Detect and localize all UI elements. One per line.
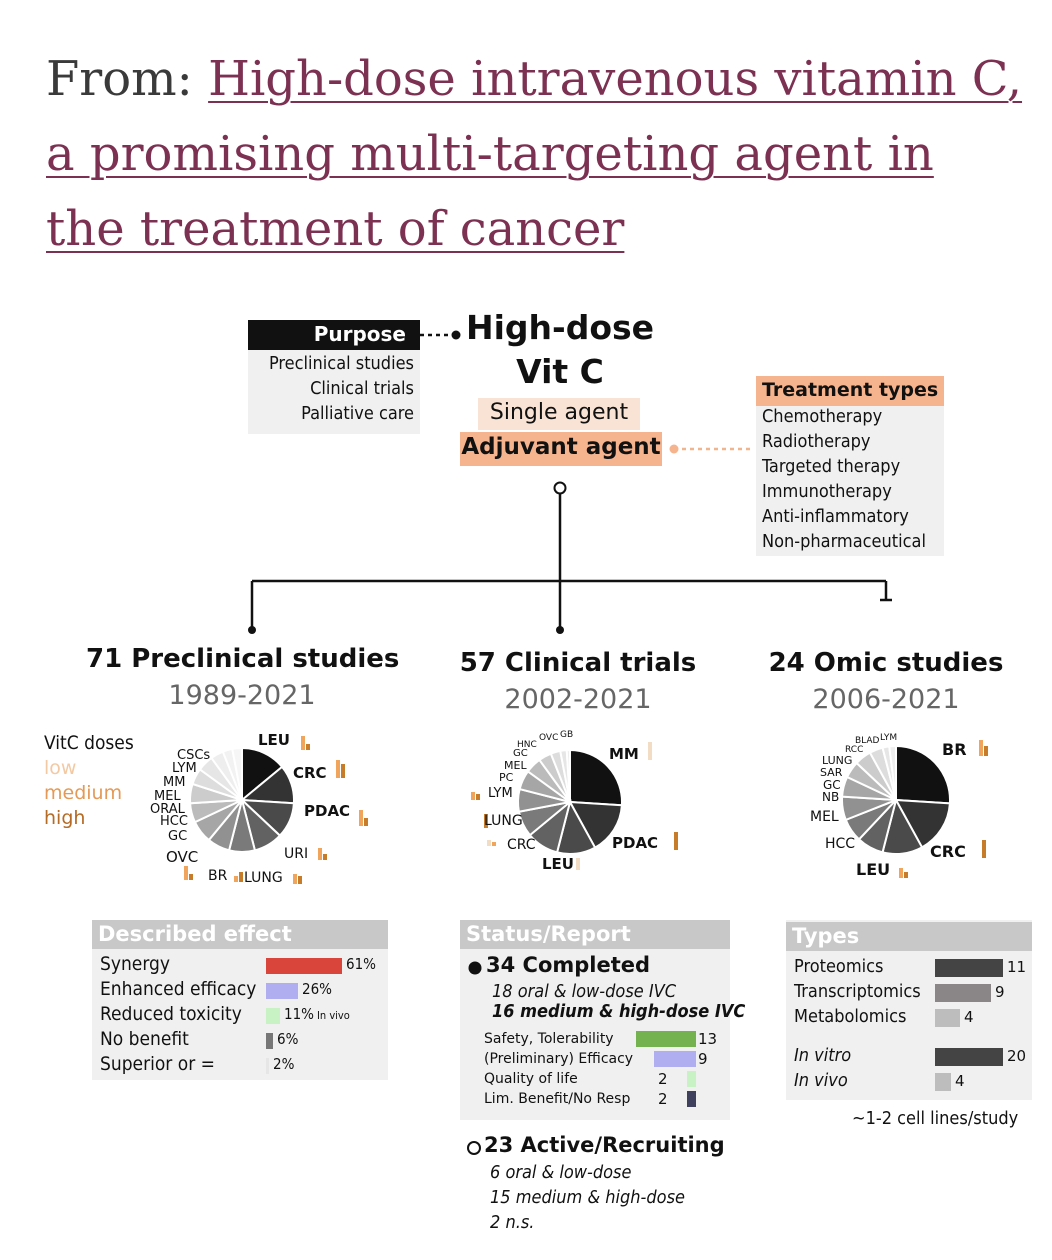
branch-node bbox=[555, 483, 566, 494]
pie-label: URI bbox=[284, 846, 309, 862]
pie-label: HCC bbox=[825, 836, 856, 852]
dose-bars-crc bbox=[336, 760, 340, 778]
status-row-value: 2 bbox=[658, 1090, 668, 1108]
single-agent: Single agent bbox=[489, 400, 629, 425]
dose-bars-lym-c bbox=[476, 794, 480, 800]
active-count: 23 Active/Recruiting bbox=[484, 1133, 725, 1157]
doses-legend-title: VitC doses bbox=[44, 732, 134, 754]
completed-sub1: 18 oral & low-dose IVC bbox=[492, 981, 677, 1002]
branch-center-dot bbox=[556, 626, 564, 634]
pie-label: MEL bbox=[504, 759, 527, 772]
column-years-omic: 2006-2021 bbox=[812, 684, 960, 715]
active-sub1: 6 oral & low-dose bbox=[490, 1162, 632, 1183]
dose-bars-leu-c bbox=[576, 858, 580, 870]
pie-label: LUNG bbox=[822, 754, 853, 767]
treatment-type-item: Radiotherapy bbox=[762, 431, 871, 452]
completed-sub2: 16 medium & high-dose IVC bbox=[492, 1001, 746, 1022]
pie-label: CRC bbox=[930, 842, 966, 861]
effect-bar bbox=[266, 1033, 273, 1049]
dose-bars-ovc bbox=[189, 874, 193, 880]
doses-legend-high: high bbox=[44, 807, 86, 829]
effect-bar bbox=[266, 958, 342, 974]
status-row-name: Safety, Tolerability bbox=[484, 1031, 614, 1047]
types-bar bbox=[935, 1048, 1003, 1066]
pie-label: MM bbox=[609, 745, 639, 763]
active-sub3: 2 n.s. bbox=[490, 1212, 535, 1233]
types-row-name: Metabolomics bbox=[794, 1006, 907, 1027]
pie-label: PDAC bbox=[304, 802, 351, 820]
article-link[interactable]: High-dose intravenous vitamin C, a promising multi-targeting agent in the treatment of cancer bbox=[46, 51, 1023, 257]
status-report-label: Status/Report bbox=[466, 922, 631, 946]
purpose-item: Clinical trials bbox=[310, 378, 414, 399]
status-bar bbox=[687, 1071, 696, 1087]
dose-bars-leu-o bbox=[904, 872, 908, 878]
dose-bars-ovc bbox=[184, 866, 188, 880]
column-title-preclinical: 71 Preclinical studies bbox=[86, 644, 400, 674]
types-row-value: 11 bbox=[1007, 958, 1027, 976]
dose-bars-br-o bbox=[984, 746, 988, 756]
dose-bars-crc bbox=[341, 764, 345, 778]
types-row-value: 4 bbox=[964, 1008, 974, 1026]
pie-label: SAR bbox=[820, 766, 843, 779]
purpose-item: Preclinical studies bbox=[268, 353, 414, 374]
effect-name: Synergy bbox=[100, 953, 170, 975]
dose-bars-pdac bbox=[364, 818, 368, 826]
treatment-types-label: Treatment types bbox=[762, 379, 939, 401]
doses-legend-low: low bbox=[44, 757, 77, 779]
column-years-preclinical: 1989-2021 bbox=[168, 680, 316, 711]
adjuvant-agent: Adjuvant agent bbox=[461, 434, 661, 460]
pie-label: HNC bbox=[517, 740, 537, 750]
types-row-value: 9 bbox=[995, 983, 1005, 1001]
column-years-clinical: 2002-2021 bbox=[504, 684, 652, 715]
treatment-type-item: Non-pharmaceutical bbox=[762, 531, 926, 552]
pie-label: BLAD bbox=[855, 736, 880, 746]
completed-bullet-icon bbox=[467, 960, 483, 976]
status-row-value: 2 bbox=[658, 1070, 668, 1088]
status-row-name: (Preliminary) Efficacy bbox=[484, 1051, 634, 1067]
dose-bars-crc-c bbox=[492, 842, 496, 846]
status-bar bbox=[687, 1091, 696, 1107]
effect-name: Enhanced efficacy bbox=[100, 978, 257, 1000]
effect-name: Reduced toxicity bbox=[100, 1003, 242, 1025]
effect-bar bbox=[266, 1008, 280, 1024]
status-bar bbox=[636, 1031, 696, 1047]
pie-label: OVC bbox=[166, 848, 199, 866]
effect-name: Superior or = bbox=[100, 1053, 215, 1075]
purpose-label: Purpose bbox=[313, 322, 406, 346]
completed-count: 34 Completed bbox=[486, 953, 651, 977]
types-row-name: Proteomics bbox=[794, 956, 884, 977]
pie-label: HCC bbox=[160, 814, 188, 829]
effect-value-text: 61% bbox=[346, 955, 376, 973]
pie-label: CRC bbox=[507, 837, 536, 853]
dose-bars-pdac-c bbox=[674, 832, 678, 850]
dose-bars-lung bbox=[298, 876, 302, 884]
types-bar bbox=[935, 1073, 951, 1091]
types-header bbox=[786, 922, 1032, 951]
dose-bars-pdac bbox=[359, 810, 363, 826]
effect-bar bbox=[266, 983, 298, 999]
dose-bars-leu-o bbox=[899, 868, 903, 878]
dose-bars-lym-c bbox=[471, 792, 475, 800]
effect-value-text: 6% bbox=[277, 1030, 299, 1048]
types-bar bbox=[935, 959, 1003, 977]
dose-bars-lung bbox=[293, 874, 297, 884]
pie-label: GB bbox=[560, 730, 574, 740]
types-row-value: 20 bbox=[1007, 1047, 1027, 1065]
pie-label: PDAC bbox=[612, 834, 659, 852]
column-title-clinical: 57 Clinical trials bbox=[459, 648, 697, 678]
effect-value bbox=[302, 980, 332, 998]
pie-label: LUNG bbox=[484, 813, 523, 829]
dose-bars-uri bbox=[318, 848, 322, 860]
active-sub2: 15 medium & high-dose bbox=[490, 1187, 685, 1208]
types-row-name: In vitro bbox=[794, 1045, 852, 1066]
status-row-name: Quality of life bbox=[484, 1071, 578, 1087]
center-title-line1: High-dose bbox=[465, 308, 655, 347]
effect-value-text: 26% bbox=[302, 980, 332, 998]
status-row-value: 13 bbox=[698, 1030, 718, 1048]
effect-value-text: 11% bbox=[284, 1005, 314, 1023]
types-footnote: ~1-2 cell lines/study bbox=[852, 1108, 1019, 1129]
pie-label: GC bbox=[513, 748, 528, 759]
described-effect-label: Described effect bbox=[98, 922, 292, 946]
effect-value bbox=[346, 955, 376, 973]
effect-value-text: 2% bbox=[273, 1055, 295, 1073]
dose-bars-br-o bbox=[979, 740, 983, 756]
dose-bars-leu bbox=[306, 744, 310, 750]
types-row-value: 4 bbox=[955, 1072, 965, 1090]
dose-bars-br bbox=[239, 872, 243, 882]
pie-label: GC bbox=[168, 829, 188, 844]
pie-label: ORAL bbox=[150, 802, 185, 817]
dose-bars-crc-c bbox=[487, 840, 491, 846]
doses-legend-medium: medium bbox=[44, 782, 123, 804]
pie-label: LYM bbox=[488, 786, 513, 801]
effect-note: In vivo bbox=[317, 1009, 350, 1022]
purpose-item: Palliative care bbox=[301, 403, 414, 424]
pie-label: LYM bbox=[172, 761, 197, 776]
pie-label: MM bbox=[163, 775, 186, 790]
pie-label: LYM bbox=[880, 733, 898, 743]
pie-label: CRC bbox=[293, 764, 327, 782]
pie-label: CSCs bbox=[177, 748, 211, 763]
pie-label: OVC bbox=[539, 733, 559, 743]
pie-label: MEL bbox=[154, 789, 181, 804]
effect-name: No benefit bbox=[100, 1028, 189, 1050]
pie-label: BR bbox=[942, 740, 967, 759]
pie-label: PC bbox=[499, 771, 514, 784]
pie-label: LEU bbox=[542, 855, 574, 873]
treatment-connector-dot bbox=[670, 445, 679, 454]
status-bar bbox=[654, 1051, 696, 1067]
pie-label: LUNG bbox=[244, 870, 283, 886]
column-title-omic: 24 Omic studies bbox=[768, 648, 1004, 678]
dose-bars-crc-o bbox=[982, 840, 986, 858]
treatment-type-item: Chemotherapy bbox=[762, 406, 883, 427]
branch-left-dot bbox=[248, 626, 256, 634]
types-label: Types bbox=[792, 924, 860, 948]
types-row-name: In vivo bbox=[794, 1070, 848, 1091]
effect-value bbox=[284, 1005, 350, 1023]
pie-label: GC bbox=[823, 778, 841, 792]
pie-label: LEU bbox=[258, 731, 290, 749]
pie-label: NB bbox=[822, 790, 840, 804]
types-bar bbox=[935, 1009, 960, 1027]
treatment-type-item: Targeted therapy bbox=[762, 456, 901, 477]
effect-bar bbox=[266, 1058, 269, 1074]
effect-value bbox=[273, 1055, 294, 1073]
status-row-name: Lim. Benefit/No Resp bbox=[484, 1091, 631, 1107]
center-title-line2: Vit C bbox=[516, 352, 604, 391]
dose-bars-uri bbox=[323, 854, 327, 860]
dose-bars-leu bbox=[301, 736, 305, 750]
described-effect-header bbox=[92, 920, 388, 949]
dose-bars-mm bbox=[648, 742, 652, 760]
treatment-type-item: Immunotherapy bbox=[762, 481, 892, 502]
types-row-name: Transcriptomics bbox=[794, 981, 921, 1002]
purpose-connector-dot bbox=[452, 331, 461, 340]
effect-value bbox=[277, 1030, 298, 1048]
status-row-value: 9 bbox=[698, 1050, 708, 1068]
pie-label: BR bbox=[208, 868, 228, 884]
types-bar bbox=[935, 984, 991, 1002]
dose-bars-br bbox=[234, 876, 238, 882]
treatment-type-item: Anti-inflammatory bbox=[762, 506, 909, 527]
pie-label: MEL bbox=[810, 809, 839, 825]
status-report-header bbox=[460, 920, 730, 949]
pie-label: LEU bbox=[856, 860, 891, 879]
active-bullet-icon bbox=[466, 1140, 482, 1156]
title-prefix: From: bbox=[46, 51, 209, 107]
pie-label: RCC bbox=[845, 745, 864, 755]
